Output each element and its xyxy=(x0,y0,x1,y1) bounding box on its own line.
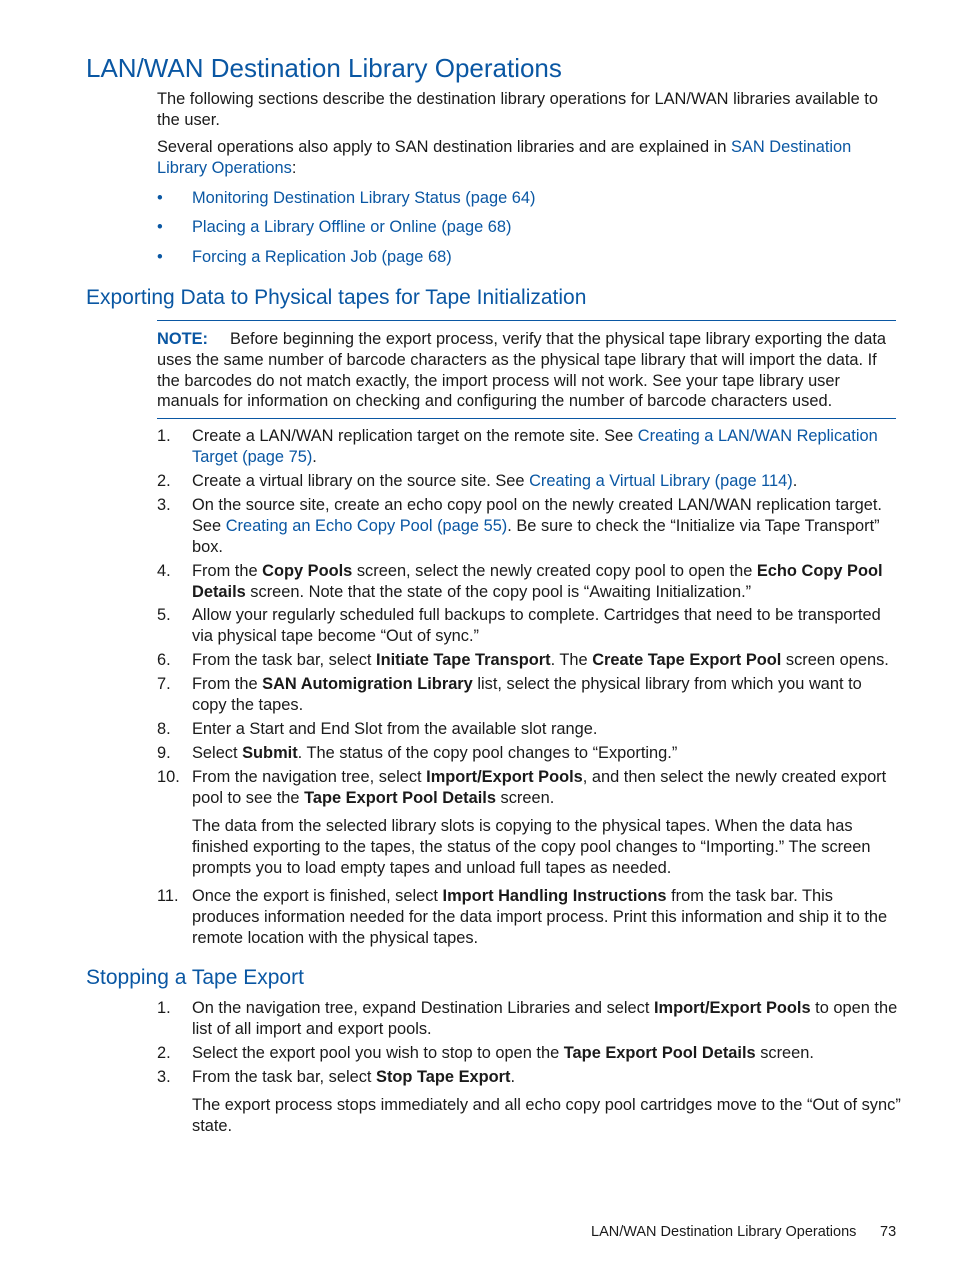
note-label: NOTE: xyxy=(157,330,208,348)
step-number: 2. xyxy=(157,472,171,490)
ui-term: Copy Pools xyxy=(262,562,353,580)
ui-term: Stop Tape Export xyxy=(376,1068,511,1086)
step-number: 3. xyxy=(157,1068,171,1086)
ui-term: Create Tape Export Pool xyxy=(592,651,782,669)
step-text-part: . xyxy=(792,472,798,490)
step-text: Enter a Start and End Slot from the available slot range. xyxy=(192,720,598,738)
ui-term: Import/Export Pools xyxy=(426,768,583,786)
san-destination-link[interactable]: SAN Destination Library Operations xyxy=(157,138,852,177)
step-text-part: From the task bar, select xyxy=(192,651,377,669)
step-text-part: screen. Note that the state of the copy pool is “Awaiting Initialization.” xyxy=(245,582,752,601)
step-text xyxy=(192,674,898,716)
ui-term: Tape Export Pool Details xyxy=(563,1044,756,1062)
intro-paragraph-1: The following sections describe the destination library operations for LAN/WAN libraries available to the user. xyxy=(157,90,878,129)
step-text-part: screen opens. xyxy=(781,651,889,669)
note-top-divider xyxy=(157,320,896,321)
step-text xyxy=(192,743,898,764)
step-text: Allow your regularly scheduled full backups to complete. Cartridges that need to be transported via physical tape become “Out of sync.” xyxy=(192,606,881,645)
replication-target-link[interactable]: Creating a LAN/WAN Replication Target (page 75) xyxy=(192,427,878,466)
step-number: 1. xyxy=(157,427,171,445)
step-text xyxy=(192,1043,898,1064)
stop-step-3-detail: The export process stops immediately and all echo copy pool cartridges move to the “Out of sync” state. xyxy=(192,1096,901,1135)
virtual-library-link[interactable]: Creating a Virtual Library (page 114) xyxy=(529,472,793,490)
step-text-part: . xyxy=(312,447,317,466)
step-text xyxy=(192,650,898,671)
step-number: 7. xyxy=(157,675,171,693)
ui-term: Tape Export Pool Details xyxy=(304,788,496,807)
step-text-part: On the source site, create an echo copy pool on the newly created LAN/WAN replication target. See xyxy=(192,496,882,535)
step-number: 1. xyxy=(157,999,171,1017)
step-text-part: . Be sure to check the “Initialize via Tape Transport” box. xyxy=(192,516,880,556)
step-text xyxy=(192,426,898,468)
step-number: 3. xyxy=(157,496,171,514)
step-text xyxy=(192,886,898,948)
monitoring-status-link[interactable]: Monitoring Destination Library Status (page 64) xyxy=(192,189,536,207)
note-text: Before beginning the export process, verify that the physical tape library exporting the data uses the same number of barcode characters as the physical tape library that will import the data. If the barcodes do not match exactly, the import process will not work. See your tape library user manuals for information on checking and configuring the number of barcode characters used. xyxy=(157,330,887,411)
page-heading: LAN/WAN Destination Library Operations xyxy=(86,53,562,83)
step-text-part: to open the list of all import and export pools. xyxy=(192,999,898,1038)
intro-text: Several operations also apply to SAN destination libraries and are explained in xyxy=(157,138,732,156)
step-number: 5. xyxy=(157,606,171,624)
step-text xyxy=(192,767,898,809)
step-number: 6. xyxy=(157,651,171,669)
step-number: 11. xyxy=(157,887,179,905)
echo-copy-pool-link[interactable]: Creating an Echo Copy Pool (page 55) xyxy=(225,516,508,535)
ui-term: Echo Copy Pool Details xyxy=(192,562,883,601)
step-text xyxy=(192,471,898,492)
bullet-icon: • xyxy=(157,189,163,207)
bullet-icon: • xyxy=(157,218,163,236)
step-number: 9. xyxy=(157,744,171,762)
ui-term: Import Handling Instructions xyxy=(442,887,667,905)
step-text-part: Select the export pool you wish to stop to open the xyxy=(192,1044,564,1062)
intro-colon: : xyxy=(291,158,297,177)
step-text-part: screen, select the newly created copy pool to open the xyxy=(352,562,757,580)
step-text-part: From the task bar, select xyxy=(192,1068,377,1086)
step-text xyxy=(192,561,898,603)
ui-term: Initiate Tape Transport xyxy=(376,651,551,669)
step-text-part: from the task bar. This produces information needed for the data import process. Print this information and ship it to the remote location with the physical tapes. xyxy=(192,887,888,947)
step-number: 4. xyxy=(157,562,171,580)
step-text-part: On the navigation tree, expand Destination Libraries and select xyxy=(192,999,654,1017)
step-text xyxy=(192,1067,898,1088)
step-text-part: screen. xyxy=(755,1044,814,1062)
ui-term: Submit xyxy=(242,744,298,762)
step-text-part: From the xyxy=(192,562,263,580)
step-text-part: screen. xyxy=(495,788,555,807)
forcing-replication-link[interactable]: Forcing a Replication Job (page 68) xyxy=(192,248,452,266)
intro-paragraph-2 xyxy=(157,137,902,179)
page-number: 73 xyxy=(880,1224,897,1240)
section-title-stop: Stopping a Tape Export xyxy=(86,966,304,989)
step-text-part: list, select the physical library from which you want to copy the tapes. xyxy=(192,675,862,714)
ui-term: Import/Export Pools xyxy=(653,999,811,1017)
step-text-part: Once the export is finished, select xyxy=(192,887,443,905)
footer-title: LAN/WAN Destination Library Operations xyxy=(591,1224,857,1240)
step-number: 2. xyxy=(157,1044,171,1062)
step-number: 8. xyxy=(157,720,171,738)
bullet-icon: • xyxy=(157,248,163,266)
step-text-part: . xyxy=(510,1068,516,1086)
step-text-part: Create a virtual library on the source site. See xyxy=(192,472,530,490)
step-number: 10. xyxy=(157,768,180,786)
ui-term: SAN Automigration Library xyxy=(262,675,473,693)
step-text-part: , and then select the newly created export pool to see the xyxy=(192,768,887,807)
offline-online-link[interactable]: Placing a Library Offline or Online (page 68) xyxy=(192,218,512,236)
section-title-export: Exporting Data to Physical tapes for Tape Initialization xyxy=(86,286,587,309)
step-10-detail: The data from the selected library slots is copying to the physical tapes. When the data has finished exporting to the tapes, the status of the copy pool changes to “Importing.” The screen prompts you to load empty tapes and unload full tapes as needed. xyxy=(192,817,871,877)
step-text-part: Select xyxy=(192,744,243,762)
step-text xyxy=(192,495,898,557)
step-text-part: From the navigation tree, select xyxy=(192,768,427,786)
step-text-part: Create a LAN/WAN replication target on the remote site. See xyxy=(192,427,638,445)
step-text xyxy=(192,998,898,1040)
step-text-part: From the xyxy=(192,675,263,693)
note-box xyxy=(157,329,899,412)
step-text-part: . The status of the copy pool changes to “Exporting.” xyxy=(297,744,678,762)
step-text-part: . The xyxy=(550,651,593,669)
note-bottom-divider xyxy=(157,418,896,419)
